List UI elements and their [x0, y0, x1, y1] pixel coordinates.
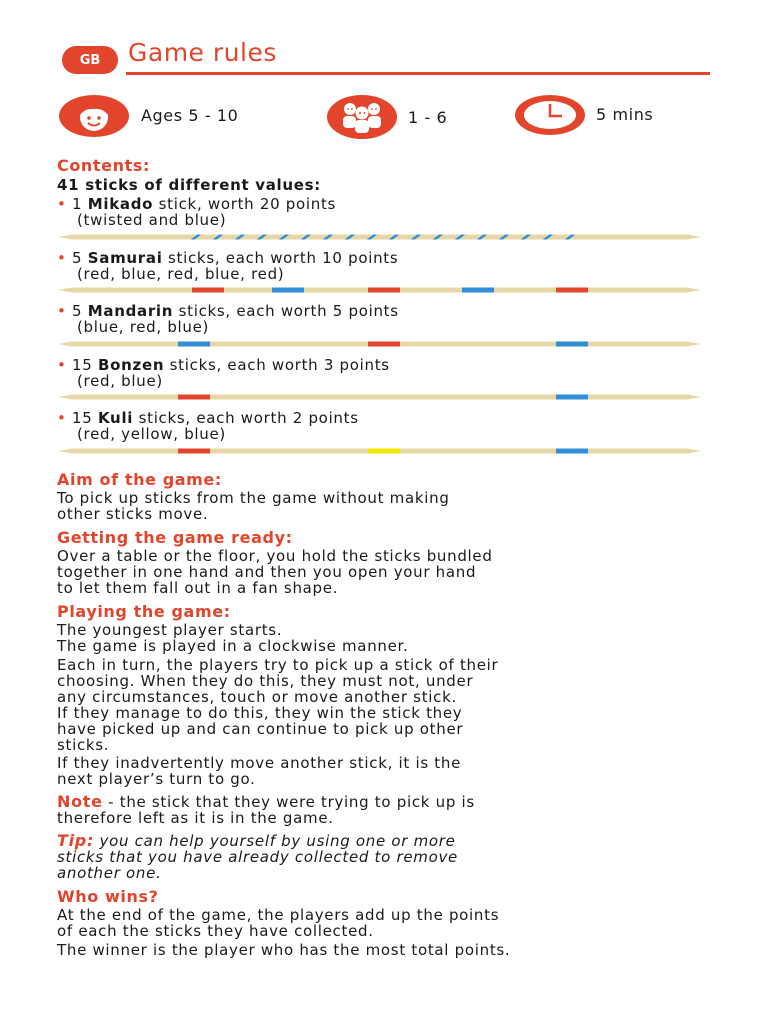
kuli-stick	[58, 448, 701, 454]
playing-line: The game is played in a clockwise manner.	[57, 637, 409, 655]
language-badge: GB	[62, 46, 118, 74]
child-face-icon	[57, 94, 131, 138]
tip-line: another one.	[57, 864, 162, 882]
bullet: •	[57, 356, 67, 374]
list-item-colors: (red, blue, red, blue, red)	[77, 265, 285, 283]
playing-title: Playing the game:	[57, 602, 231, 621]
mikado-stick	[58, 234, 701, 240]
note-line: Note - the stick that they were trying to pick up is	[57, 792, 475, 811]
list-item-colors: (red, yellow, blue)	[77, 425, 226, 443]
contents-subtitle: 41 sticks of different values:	[57, 176, 321, 194]
wins-title: Who wins?	[57, 887, 159, 906]
list-item-colors: (red, blue)	[77, 372, 163, 390]
header	[60, 38, 710, 76]
playing-line: next player’s turn to go.	[57, 770, 256, 788]
note-line: therefore left as it is in the game.	[57, 809, 334, 827]
bullet: •	[57, 195, 67, 213]
ready-title: Getting the game ready:	[57, 528, 293, 547]
playing-line: sticks.	[57, 736, 110, 754]
header-divider	[126, 72, 710, 75]
aim-line: To pick up sticks from the game without making	[57, 489, 450, 507]
players-label: 1 - 6	[408, 108, 448, 127]
note-label: Note	[57, 792, 103, 811]
playing-line: The youngest player starts.	[57, 621, 283, 639]
ready-line: together in one hand and then you open your hand	[57, 563, 477, 581]
wins-line: of each the sticks they have collected.	[57, 922, 374, 940]
playing-line: have picked up and can continue to pick up other	[57, 720, 464, 738]
playing-line: If they manage to do this, they win the stick they	[57, 704, 463, 722]
playing-line: Each in turn, the players try to pick up a stick of their	[57, 656, 499, 674]
list-item-colors: (blue, red, blue)	[77, 318, 210, 336]
players-group-icon	[326, 94, 398, 140]
bullet: •	[57, 249, 67, 267]
playing-line: choosing. When they do this, they must not, under	[57, 672, 474, 690]
list-item: • 15 Bonzen sticks, each worth 3 points	[57, 356, 390, 374]
list-item: • 5 Samurai sticks, each worth 10 points	[57, 249, 399, 267]
time-label: 5 mins	[596, 105, 654, 124]
list-item: • 5 Mandarin sticks, each worth 5 points	[57, 302, 399, 320]
tip-line: sticks that you have already collected to remove	[57, 848, 458, 866]
bullet: •	[57, 409, 67, 427]
mandarin-stick	[58, 341, 701, 347]
ages-info	[57, 94, 297, 138]
tip-label: Tip:	[57, 831, 95, 850]
bonzen-stick	[58, 394, 701, 400]
samurai-stick	[58, 287, 701, 293]
playing-line: any circumstances, touch or move another stick.	[57, 688, 457, 706]
ready-line: Over a table or the floor, you hold the sticks bundled	[57, 547, 493, 565]
list-item: • 15 Kuli sticks, each worth 2 points	[57, 409, 359, 427]
list-item-colors: (twisted and blue)	[77, 211, 227, 229]
bullet: •	[57, 302, 67, 320]
contents-title: Contents:	[57, 156, 150, 175]
ready-line: to let them fall out in a fan shape.	[57, 579, 339, 597]
players-info	[326, 94, 506, 138]
wins-line: The winner is the player who has the most total points.	[57, 941, 511, 959]
ages-label: Ages 5 - 10	[141, 106, 239, 125]
aim-title: Aim of the game:	[57, 470, 222, 489]
wins-line: At the end of the game, the players add up the points	[57, 906, 500, 924]
clock-icon	[514, 94, 586, 136]
list-item: • 1 Mikado stick, worth 20 points	[57, 195, 337, 213]
page-title: Game rules	[128, 38, 277, 67]
aim-line: other sticks move.	[57, 505, 209, 523]
tip-line: Tip: you can help yourself by using one or more	[57, 831, 456, 850]
time-info	[514, 94, 704, 138]
playing-line: If they inadvertently move another stick, it is the	[57, 754, 462, 772]
